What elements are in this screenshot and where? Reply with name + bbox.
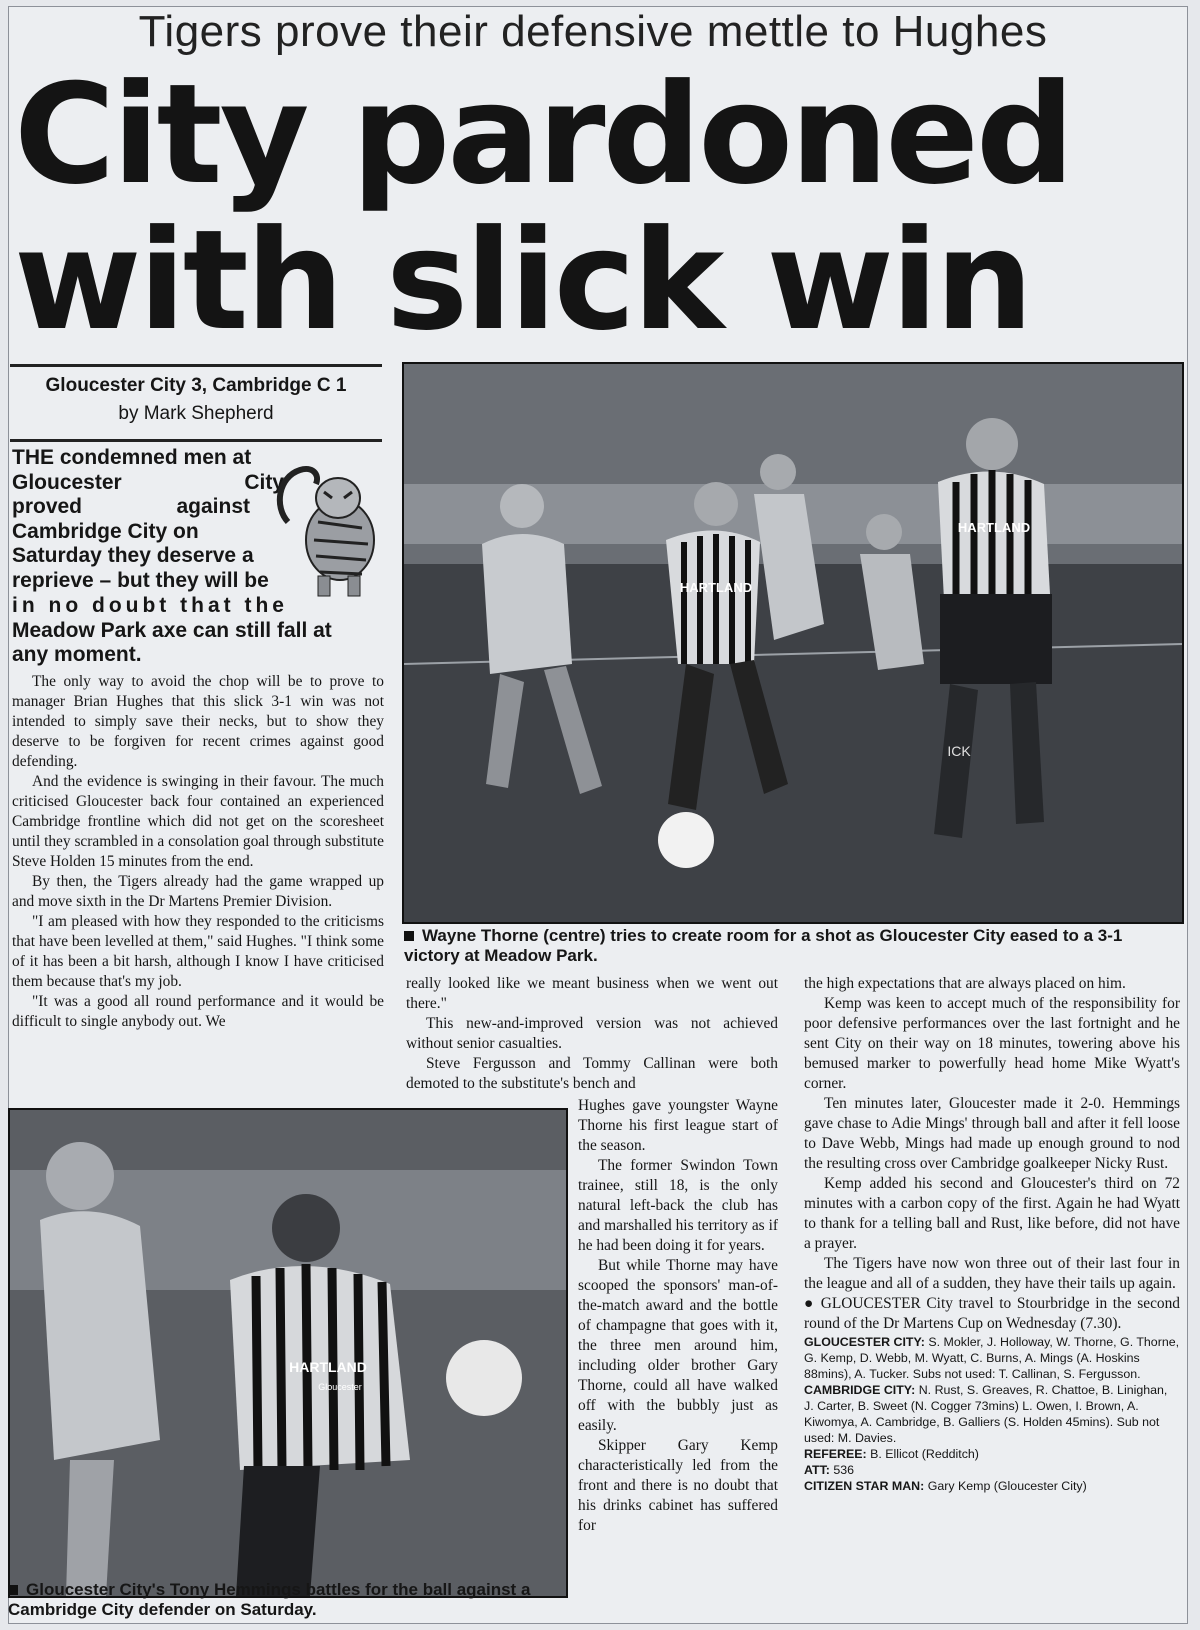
body-paragraph: Steve Fergusson and Tommy Callinan were both demoted to the substitute's bench and — [406, 1055, 778, 1092]
football — [446, 1340, 522, 1416]
tiger-illustration — [268, 452, 384, 598]
intro-word: Gloucester — [12, 470, 122, 494]
second-photo-caption — [8, 1580, 568, 1620]
star-man-label: CITIZEN STAR MAN: — [804, 1479, 925, 1493]
article-headline — [14, 54, 1174, 361]
referee-line — [804, 1446, 1180, 1462]
caption-text: Gloucester City's Tony Hemmings battles for the ball against a Cambridge City defender on Saturday. — [8, 1580, 531, 1619]
second-match-photo — [8, 1108, 568, 1598]
second-photo-sponsor: HARTLAND — [289, 1359, 367, 1375]
body-paragraph: The Tigers have now won three out of their last four in the league and all of a sudden, they have their tails up again. — [804, 1255, 1180, 1292]
referee-name: B. Ellicot (Redditch) — [870, 1447, 979, 1461]
body-paragraph: Hughes gave youngster Wayne Thorne his first league start of the season. — [578, 1097, 778, 1154]
intro-paragraph — [12, 446, 284, 593]
main-photo-sponsor: HARTLAND — [679, 580, 753, 595]
cambridge-lineup — [804, 1382, 1180, 1446]
caption-text: Wayne Thorne (centre) tries to create room for a shot as Gloucester City eased to a 3-1 victory at Meadow Park. — [404, 926, 1123, 965]
football — [658, 812, 714, 868]
body-paragraph: "It was a good all round performance and it would be difficult to single anybody out. We — [12, 993, 384, 1030]
body-paragraph: The only way to avoid the chop will be to prove to manager Brian Hughes that this slick 3-1 win was not intended to simply save their necks, but to show they deserve to be forgiven for recent crimes against good defending. — [12, 673, 384, 770]
body-paragraph: Ten minutes later, Gloucester made it 2-0. Hemmings gave chase to Adie Mings' through ball and after it fell loose to Dave Webb, Mings had made up enough ground to nod the resulting cross over Cambridge goalkeeper Nicky Rust. — [804, 1095, 1180, 1172]
intro-line: THE condemned men at — [12, 446, 252, 469]
article-column-2 — [578, 1096, 778, 1536]
intro-continuation — [12, 594, 384, 668]
intro-line: any moment. — [12, 643, 142, 666]
intro-line: in no doubt that the — [12, 594, 288, 617]
body-paragraph: Kemp added his second and Gloucester's third on 72 minutes with a carbon copy of the first. Again he had Wyatt to thank for a telling ball and Rust, like before, did not have a prayer. — [804, 1175, 1180, 1252]
match-score-block — [10, 364, 382, 442]
main-photo-sponsor: HARTLAND — [957, 520, 1031, 535]
body-paragraph: Skipper Gary Kemp characteristically led from the front and there is no doubt that his drinks cabinet has suffered for — [578, 1437, 778, 1534]
body-paragraph: "I am pleased with how they responded to the criticisms that have been levelled at them," said Hughes. "I think some of it has been a bit harsh, although I know I have criticised them because that's my job. — [12, 913, 384, 990]
article-subhead: Tigers prove their defensive mettle to Hughes — [138, 7, 1048, 56]
score-line: Gloucester City 3, Cambridge C 1 — [45, 375, 347, 396]
body-paragraph: really looked like we meant business when we went out there." — [406, 975, 778, 1012]
second-photo-sponsor-sub: Gloucester — [318, 1382, 362, 1392]
headline-line-2: with slick win — [14, 200, 1031, 361]
intro-line: reprieve – but they will be — [12, 568, 269, 592]
star-man-line — [804, 1478, 1180, 1494]
headline-line-1: City pardoned — [14, 54, 1072, 215]
team-players: S. Mokler, J. Holloway, W. Thorne, G. Thorne, G. Kemp, D. Webb, M. Wyatt, C. Burns, A. Mings (A. Hoskins 88mins), A. Tucker. Subs not used: T. Callinan, S. Fergusson. — [804, 1335, 1180, 1381]
attendance-value: 536 — [833, 1463, 855, 1477]
team-players: N. Rust, S. Greaves, R. Chattoe, B. Linighan, J. Carter, B. Sweet (N. Cogger 73mins) L. Owen, I. Brown, A. Kiwomya, A. Cambridge, B. Galliers (S. Holden 45mins). Sub not used: M. Davies. — [804, 1383, 1168, 1445]
article-column-2-top — [406, 974, 778, 1094]
fixture-note: ● GLOUCESTER City travel to Stourbridge in the second round of the Dr Martens Cup on Wednesday (7.30). — [804, 1295, 1180, 1332]
body-paragraph: This new-and-improved version was not achieved without senior casualties. — [406, 1015, 778, 1052]
body-paragraph: By then, the Tigers already had the game wrapped up and move sixth in the Dr Martens Premier Division. — [12, 873, 384, 910]
main-match-photo — [402, 362, 1184, 924]
main-photo-scene — [404, 364, 1182, 922]
team-label: CAMBRIDGE CITY: — [804, 1383, 916, 1397]
body-paragraph: Kemp was keen to accept much of the responsibility for poor defensive performances over the last fortnight and he sent City on their way on 18 minutes, towering above his bemused marker to powerfully head home Mike Wyatt's corner. — [804, 995, 1180, 1092]
attendance-label: ATT: — [804, 1463, 830, 1477]
body-paragraph: And the evidence is swinging in their favour. The much criticised Gloucester back four contained an experienced Cambridge frontline which did not get on the scoresheet until they scrambled in a consolation goal through substitute Steve Holden 15 minutes from the end. — [12, 773, 384, 870]
byline: by Mark Shepherd — [118, 403, 274, 424]
gloucester-lineup — [804, 1334, 1180, 1382]
intro-line — [12, 495, 250, 520]
caption-square-bullet — [8, 1585, 18, 1595]
body-paragraph: The former Swindon Town trainee, still 18, is the only natural left-back the club has and marshalled his territory as if he had been doing it for years. — [578, 1157, 778, 1254]
second-photo-scene — [10, 1110, 566, 1596]
caption-square-bullet — [404, 931, 414, 941]
intro-line: Meadow Park axe can still fall at — [12, 618, 332, 642]
article-column-3 — [804, 974, 1180, 1494]
star-man-value: Gary Kemp (Gloucester City) — [927, 1479, 1087, 1493]
referee-label: REFEREE: — [804, 1447, 867, 1461]
intro-word: proved — [12, 495, 83, 518]
boot-text: ICK — [947, 743, 971, 759]
intro-line — [12, 471, 284, 496]
intro-line: Cambridge City on — [12, 519, 199, 543]
main-photo-caption — [404, 926, 1178, 966]
intro-word: City — [244, 470, 284, 494]
body-paragraph: But while Thorne may have scooped the sponsors' man-of-the-match award and the bottle of champagne that goes with it, the three men around him, including older brother Gary Thorne, could all have walked off with the bubbly just as easily. — [578, 1257, 778, 1434]
body-paragraph: the high expectations that are always placed on him. — [804, 975, 1126, 992]
attendance-line — [804, 1462, 1180, 1478]
intro-line: Saturday they deserve a — [12, 544, 254, 567]
intro-word: against — [176, 495, 250, 518]
article-column-1 — [12, 672, 384, 1032]
team-label: GLOUCESTER CITY: — [804, 1335, 925, 1349]
team-sheet — [804, 1334, 1180, 1494]
